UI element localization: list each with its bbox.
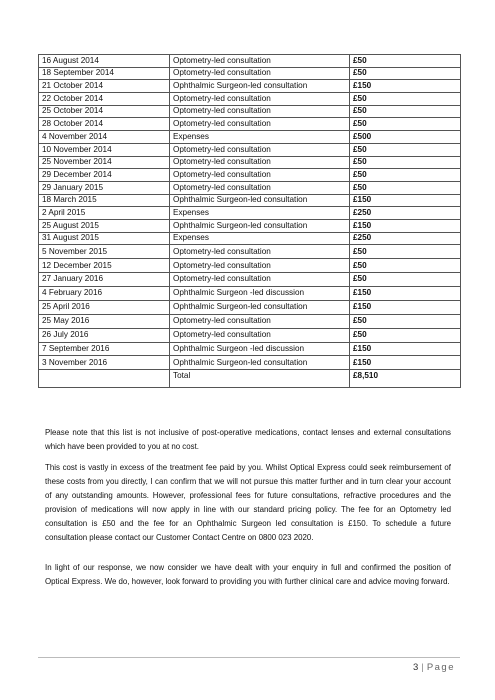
amount-cell: £50 — [350, 55, 461, 68]
date-cell: 10 November 2014 — [39, 143, 170, 156]
date-cell: 4 November 2014 — [39, 131, 170, 144]
description-cell: Optometry-led consultation — [170, 156, 350, 169]
date-cell: 16 August 2014 — [39, 55, 170, 68]
table-row — [39, 328, 461, 342]
amount-cell: £150 — [350, 300, 461, 314]
amount-cell: £150 — [350, 356, 461, 370]
description-cell: Expenses — [170, 207, 350, 220]
description-cell: Expenses — [170, 131, 350, 144]
amount-cell: £150 — [350, 219, 461, 232]
description-cell: Optometry-led consultation — [170, 105, 350, 118]
page-label: Page — [426, 662, 455, 673]
table-row — [39, 286, 461, 300]
date-cell: 25 April 2016 — [39, 300, 170, 314]
paragraph-closing: In light of our response, we now consider we have dealt with your enquiry in full and confirmed the position of Optical Express. We do, however, look forward to providing you with further clinical care and advice moving forward. — [45, 563, 451, 587]
page-footer — [413, 662, 455, 673]
table-row — [39, 259, 461, 273]
date-cell: 7 September 2016 — [39, 342, 170, 356]
date-cell: 31 August 2015 — [39, 232, 170, 245]
amount-cell: £50 — [350, 118, 461, 131]
table-row — [39, 342, 461, 356]
total-amount: £8,510 — [350, 370, 461, 388]
date-cell: 25 May 2016 — [39, 314, 170, 328]
footer-divider — [38, 657, 460, 658]
description-cell: Optometry-led consultation — [170, 55, 350, 68]
table-row — [39, 232, 461, 245]
amount-cell: £250 — [350, 207, 461, 220]
amount-cell: £50 — [350, 245, 461, 259]
description-cell: Optometry-led consultation — [170, 259, 350, 273]
table-row — [39, 105, 461, 118]
table-row — [39, 67, 461, 80]
table-row — [39, 300, 461, 314]
amount-cell: £500 — [350, 131, 461, 144]
table-row — [39, 219, 461, 232]
amount-cell: £50 — [350, 328, 461, 342]
description-cell: Ophthalmic Surgeon-led consultation — [170, 300, 350, 314]
fee-table-body — [39, 55, 461, 388]
description-cell: Optometry-led consultation — [170, 67, 350, 80]
amount-cell: £50 — [350, 169, 461, 182]
table-row — [39, 245, 461, 259]
description-cell: Optometry-led consultation — [170, 181, 350, 194]
amount-cell: £50 — [350, 181, 461, 194]
date-cell: 25 August 2015 — [39, 219, 170, 232]
amount-cell: £150 — [350, 286, 461, 300]
total-empty-cell — [39, 370, 170, 388]
description-cell: Optometry-led consultation — [170, 118, 350, 131]
amount-cell: £50 — [350, 314, 461, 328]
table-row — [39, 207, 461, 220]
amount-cell: £150 — [350, 80, 461, 93]
table-row — [39, 194, 461, 207]
date-cell: 28 October 2014 — [39, 118, 170, 131]
amount-cell: £150 — [350, 194, 461, 207]
date-cell: 18 March 2015 — [39, 194, 170, 207]
description-cell: Ophthalmic Surgeon-led consultation — [170, 80, 350, 93]
amount-cell: £150 — [350, 342, 461, 356]
consultation-fee-table — [38, 54, 461, 388]
date-cell: 18 September 2014 — [39, 67, 170, 80]
description-cell: Optometry-led consultation — [170, 245, 350, 259]
table-row — [39, 55, 461, 68]
table-row — [39, 80, 461, 93]
total-row — [39, 370, 461, 388]
description-cell: Ophthalmic Surgeon-led consultation — [170, 356, 350, 370]
table-row — [39, 314, 461, 328]
date-cell: 4 February 2016 — [39, 286, 170, 300]
date-cell: 27 January 2016 — [39, 273, 170, 287]
description-cell: Ophthalmic Surgeon-led consultation — [170, 219, 350, 232]
description-cell: Optometry-led consultation — [170, 143, 350, 156]
description-cell: Optometry-led consultation — [170, 169, 350, 182]
amount-cell: £50 — [350, 67, 461, 80]
date-cell: 22 October 2014 — [39, 93, 170, 106]
description-cell: Ophthalmic Surgeon-led consultation — [170, 194, 350, 207]
table-row — [39, 273, 461, 287]
paragraph-exclusions-note: Please note that this list is not inclusive of post-operative medications, contact lenses and external consultations which have been provided to you at no cost. — [45, 428, 451, 452]
table-row — [39, 169, 461, 182]
description-cell: Expenses — [170, 232, 350, 245]
amount-cell: £50 — [350, 93, 461, 106]
date-cell: 21 October 2014 — [39, 80, 170, 93]
amount-cell: £50 — [350, 156, 461, 169]
table-row — [39, 156, 461, 169]
page-number: 3 — [413, 662, 419, 673]
description-cell: Ophthalmic Surgeon -led discussion — [170, 342, 350, 356]
paragraph-cost-explanation: This cost is vastly in excess of the treatment fee paid by you. Whilst Optical Express could seek reimbursement of these costs from you directly, I can confirm that we will not pursue this matter further and in turn clear your account of any outstanding amounts. However, professional fees for future consultations, refractive procedures and the provision of medications will now apply in line with our standard pricing policy. The fee for an Optometry led consultation is £50 and the fee for an Ophthalmic Surgeon led consultation is £150. To schedule a future consultation please contact our Customer Contact Centre on 0800 023 2020. — [45, 463, 451, 543]
date-cell: 2 April 2015 — [39, 207, 170, 220]
table-row — [39, 143, 461, 156]
total-label: Total — [170, 370, 350, 388]
table-row — [39, 118, 461, 131]
amount-cell: £50 — [350, 273, 461, 287]
date-cell: 25 October 2014 — [39, 105, 170, 118]
amount-cell: £50 — [350, 105, 461, 118]
amount-cell: £50 — [350, 259, 461, 273]
description-cell: Optometry-led consultation — [170, 314, 350, 328]
footer-separator: | — [421, 662, 424, 673]
table-row — [39, 181, 461, 194]
table-row — [39, 356, 461, 370]
date-cell: 29 December 2014 — [39, 169, 170, 182]
date-cell: 26 July 2016 — [39, 328, 170, 342]
amount-cell: £250 — [350, 232, 461, 245]
description-cell: Ophthalmic Surgeon -led discussion — [170, 286, 350, 300]
date-cell: 5 November 2015 — [39, 245, 170, 259]
date-cell: 25 November 2014 — [39, 156, 170, 169]
date-cell: 29 January 2015 — [39, 181, 170, 194]
description-cell: Optometry-led consultation — [170, 93, 350, 106]
amount-cell: £50 — [350, 143, 461, 156]
table-row — [39, 93, 461, 106]
description-cell: Optometry-led consultation — [170, 328, 350, 342]
description-cell: Optometry-led consultation — [170, 273, 350, 287]
date-cell: 3 November 2016 — [39, 356, 170, 370]
table-row — [39, 131, 461, 144]
date-cell: 12 December 2015 — [39, 259, 170, 273]
